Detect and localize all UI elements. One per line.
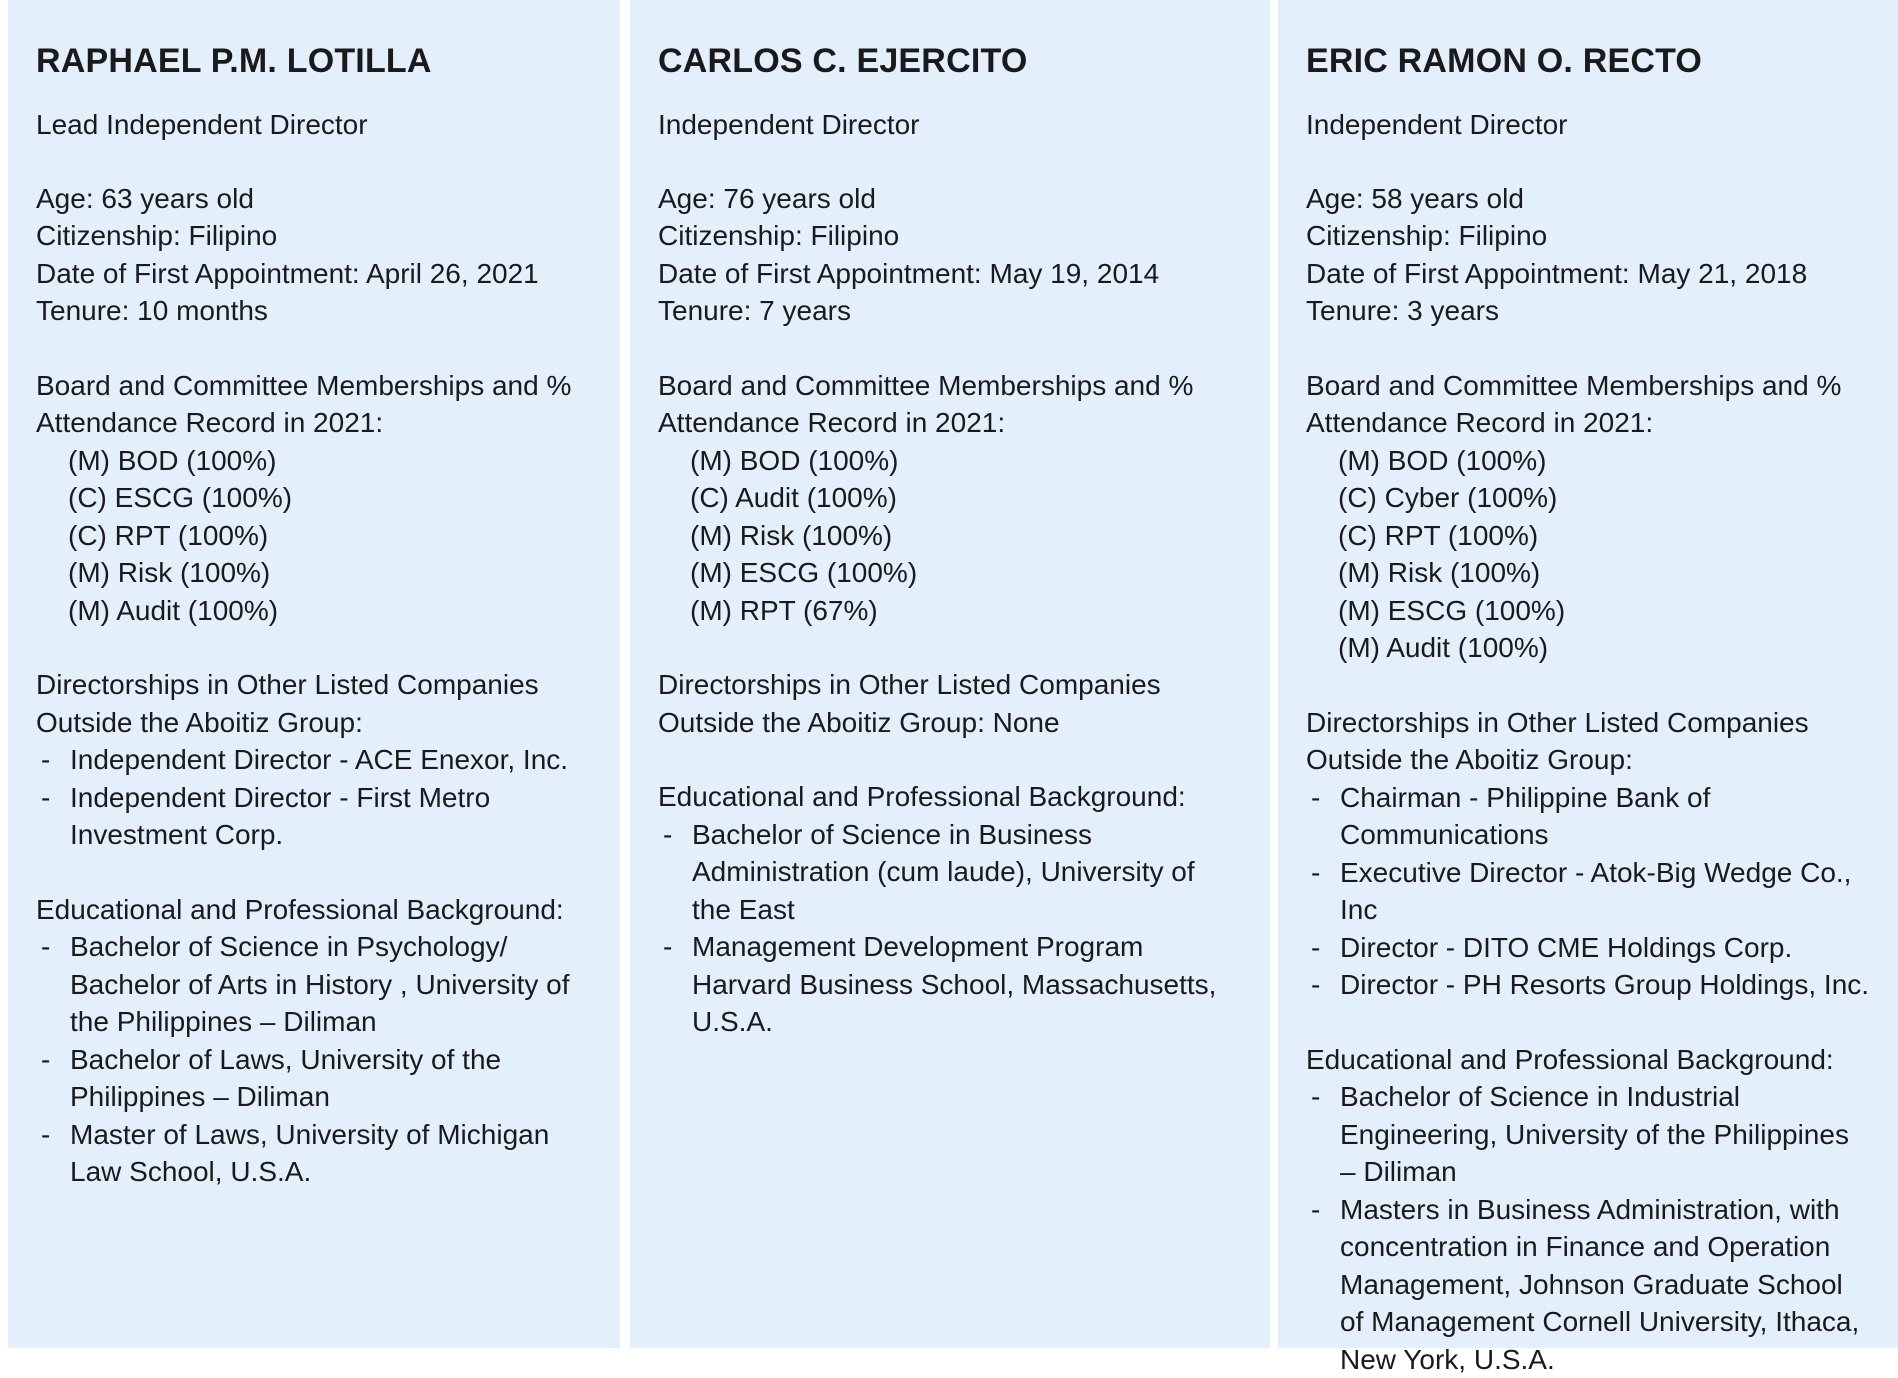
bullet-item bbox=[1306, 779, 1872, 854]
bullet-lines bbox=[70, 1116, 594, 1191]
bullet-marker: - bbox=[663, 931, 673, 963]
bullet-lines bbox=[70, 741, 594, 779]
section-heading-line: Educational and Professional Background: bbox=[1306, 1043, 1834, 1075]
bullet-line: the East bbox=[692, 893, 795, 925]
detail-line: Tenure: 7 years bbox=[658, 295, 851, 327]
bullet-line: Inc bbox=[1340, 894, 1378, 926]
bullet-marker: - bbox=[1311, 856, 1321, 888]
profile-committees bbox=[658, 367, 1244, 630]
detail-line: Tenure: 3 years bbox=[1306, 295, 1499, 327]
section-heading-line: Educational and Professional Background: bbox=[658, 781, 1186, 813]
bullet-marker: - bbox=[41, 781, 51, 813]
bullet-line: U.S.A. bbox=[692, 1006, 773, 1038]
detail-line: Citizenship: Filipino bbox=[658, 220, 900, 252]
committee-item: (M) Risk (100%) bbox=[690, 519, 893, 551]
bullet-line: Masters in Business Administration, with bbox=[1340, 1193, 1840, 1225]
committee-item: (C) RPT (100%) bbox=[68, 519, 269, 551]
detail-line: Date of First Appointment: April 26, 2021 bbox=[36, 257, 539, 289]
profile-details bbox=[658, 180, 1244, 330]
bullet-line: New York, U.S.A. bbox=[1340, 1343, 1555, 1375]
bullet-line: of Management Cornell University, Ithaca, bbox=[1340, 1306, 1860, 1338]
committee-item: (C) Cyber (100%) bbox=[1338, 482, 1558, 514]
bullet-lines bbox=[70, 779, 594, 854]
bullet-line: Administration (cum laude), University of bbox=[692, 856, 1195, 888]
bullet-marker: - bbox=[41, 931, 51, 963]
bullet-marker: - bbox=[1311, 781, 1321, 813]
section-heading-line: Board and Committee Memberships and % bbox=[36, 369, 572, 401]
detail-line: Citizenship: Filipino bbox=[36, 220, 278, 252]
profile-committees bbox=[1306, 367, 1872, 667]
committee-item: (M) Audit (100%) bbox=[1338, 632, 1549, 664]
bullet-line: Management, Johnson Graduate School bbox=[1340, 1268, 1843, 1300]
committee-item: (C) Audit (100%) bbox=[690, 482, 897, 514]
bullet-marker: - bbox=[41, 744, 51, 776]
bullet-line: Bachelor of Laws, University of the bbox=[70, 1043, 502, 1075]
bullet-line: Bachelor of Arts in History , University of bbox=[70, 968, 570, 1000]
bullet-line: Chairman - Philippine Bank of bbox=[1340, 781, 1711, 813]
profile-name: RAPHAEL P.M. LOTILLA bbox=[36, 41, 432, 80]
profile-card bbox=[1278, 0, 1898, 1375]
section-heading-line: Board and Committee Memberships and % bbox=[1306, 369, 1842, 401]
bullet-item bbox=[36, 741, 594, 779]
section-heading-line: Attendance Record in 2021: bbox=[658, 407, 1006, 439]
section-heading-line: Educational and Professional Background: bbox=[36, 893, 564, 925]
bullet-marker: - bbox=[663, 818, 673, 850]
profile-education bbox=[1306, 1041, 1872, 1378]
section-heading-line: Attendance Record in 2021: bbox=[1306, 407, 1654, 439]
bullet-lines bbox=[1340, 966, 1872, 1004]
committee-item: (C) ESCG (100%) bbox=[68, 482, 293, 514]
bullet-line: Investment Corp. bbox=[70, 819, 284, 851]
section-heading-line: Directorships in Other Listed Companies bbox=[36, 669, 539, 701]
committee-item: (M) Audit (100%) bbox=[68, 594, 279, 626]
bullet-item bbox=[1306, 1078, 1872, 1191]
committee-item: (M) BOD (100%) bbox=[690, 444, 899, 476]
committee-item: (M) Risk (100%) bbox=[1338, 557, 1541, 589]
bullet-line: Harvard Business School, Massachusetts, bbox=[692, 968, 1217, 1000]
bullet-lines bbox=[1340, 929, 1872, 967]
bullet-marker: - bbox=[1311, 969, 1321, 1001]
profile-committees bbox=[36, 367, 594, 630]
profile-details bbox=[1306, 180, 1872, 330]
committee-item: (M) ESCG (100%) bbox=[1338, 594, 1566, 626]
detail-line: Tenure: 10 months bbox=[36, 295, 268, 327]
bullet-item bbox=[36, 928, 594, 1041]
committee-item: (M) BOD (100%) bbox=[1338, 444, 1547, 476]
profile-details bbox=[36, 180, 594, 330]
bullet-lines bbox=[1340, 1078, 1872, 1191]
bullet-marker: - bbox=[1311, 1193, 1321, 1225]
profile-directorships bbox=[36, 666, 594, 854]
bullet-line: concentration in Finance and Operation bbox=[1340, 1231, 1831, 1263]
bullet-line: Executive Director - Atok-Big Wedge Co., bbox=[1340, 856, 1852, 888]
profile-directorships bbox=[658, 666, 1244, 741]
section-heading-line: Board and Committee Memberships and % bbox=[658, 369, 1194, 401]
bullet-item bbox=[658, 816, 1244, 929]
bullet-lines bbox=[692, 928, 1244, 1041]
bullet-item bbox=[36, 1041, 594, 1116]
section-heading-line: Directorships in Other Listed Companies bbox=[1306, 706, 1809, 738]
committee-item: (M) ESCG (100%) bbox=[690, 557, 918, 589]
profile-card bbox=[630, 0, 1270, 1348]
bullet-marker: - bbox=[41, 1043, 51, 1075]
bullet-item bbox=[1306, 1191, 1872, 1378]
detail-line: Age: 58 years old bbox=[1306, 182, 1524, 214]
detail-line: Date of First Appointment: May 19, 2014 bbox=[658, 257, 1160, 289]
committee-item: (M) Risk (100%) bbox=[68, 557, 271, 589]
profile-name: CARLOS C. EJERCITO bbox=[658, 41, 1028, 80]
bullet-line: Bachelor of Science in Industrial bbox=[1340, 1081, 1740, 1113]
section-heading-line: Outside the Aboitiz Group: bbox=[1306, 744, 1633, 776]
bullet-lines bbox=[70, 928, 594, 1041]
bullet-line: Management Development Program bbox=[692, 931, 1144, 963]
bullet-line: Director - DITO CME Holdings Corp. bbox=[1340, 931, 1793, 963]
bullet-item bbox=[658, 928, 1244, 1041]
bullet-line: – Diliman bbox=[1340, 1156, 1457, 1188]
bullet-marker: - bbox=[1311, 1081, 1321, 1113]
section-heading-line: Directorships in Other Listed Companies bbox=[658, 669, 1161, 701]
bullet-item bbox=[36, 1116, 594, 1191]
profile-education bbox=[36, 891, 594, 1191]
bullet-line: Independent Director - First Metro bbox=[70, 781, 491, 813]
bullet-line: the Philippines – Diliman bbox=[70, 1006, 377, 1038]
section-heading-line: Attendance Record in 2021: bbox=[36, 407, 384, 439]
bullet-item bbox=[36, 779, 594, 854]
profile-education bbox=[658, 778, 1244, 1041]
bullet-item bbox=[1306, 929, 1872, 967]
profile-card bbox=[8, 0, 620, 1348]
bullet-line: Philippines – Diliman bbox=[70, 1081, 330, 1113]
bullet-line: Bachelor of Science in Psychology/ bbox=[70, 931, 508, 963]
bullet-line: Independent Director - ACE Enexor, Inc. bbox=[70, 744, 569, 776]
committee-item: (C) RPT (100%) bbox=[1338, 519, 1539, 551]
detail-line: Age: 63 years old bbox=[36, 182, 254, 214]
detail-line: Citizenship: Filipino bbox=[1306, 220, 1548, 252]
bullet-line: Communications bbox=[1340, 819, 1549, 851]
bullet-line: Master of Laws, University of Michigan bbox=[70, 1118, 550, 1150]
profile-role: Independent Director bbox=[1306, 108, 1568, 140]
bullet-line: Engineering, University of the Philippines bbox=[1340, 1118, 1849, 1150]
profile-name: ERIC RAMON O. RECTO bbox=[1306, 41, 1703, 80]
bullet-lines bbox=[692, 816, 1244, 929]
bullet-line: Bachelor of Science in Business bbox=[692, 818, 1092, 850]
profile-role: Lead Independent Director bbox=[36, 108, 368, 140]
section-heading-line: Outside the Aboitiz Group: None bbox=[658, 706, 1060, 738]
bullet-item bbox=[1306, 966, 1872, 1004]
bullet-line: Director - PH Resorts Group Holdings, Inc. bbox=[1340, 969, 1870, 1001]
detail-line: Date of First Appointment: May 21, 2018 bbox=[1306, 257, 1808, 289]
bullet-marker: - bbox=[1311, 931, 1321, 963]
bullet-lines bbox=[1340, 854, 1872, 929]
profile-directorships bbox=[1306, 704, 1872, 1004]
bullet-lines bbox=[70, 1041, 594, 1116]
bullet-line: Law School, U.S.A. bbox=[70, 1156, 312, 1188]
section-heading-line: Outside the Aboitiz Group: bbox=[36, 706, 363, 738]
detail-line: Age: 76 years old bbox=[658, 182, 876, 214]
bullet-lines bbox=[1340, 779, 1872, 854]
bullet-item bbox=[1306, 854, 1872, 929]
profile-role: Independent Director bbox=[658, 108, 920, 140]
committee-item: (M) BOD (100%) bbox=[68, 444, 277, 476]
bullet-marker: - bbox=[41, 1118, 51, 1150]
committee-item: (M) RPT (67%) bbox=[690, 594, 878, 626]
bullet-lines bbox=[1340, 1191, 1872, 1378]
